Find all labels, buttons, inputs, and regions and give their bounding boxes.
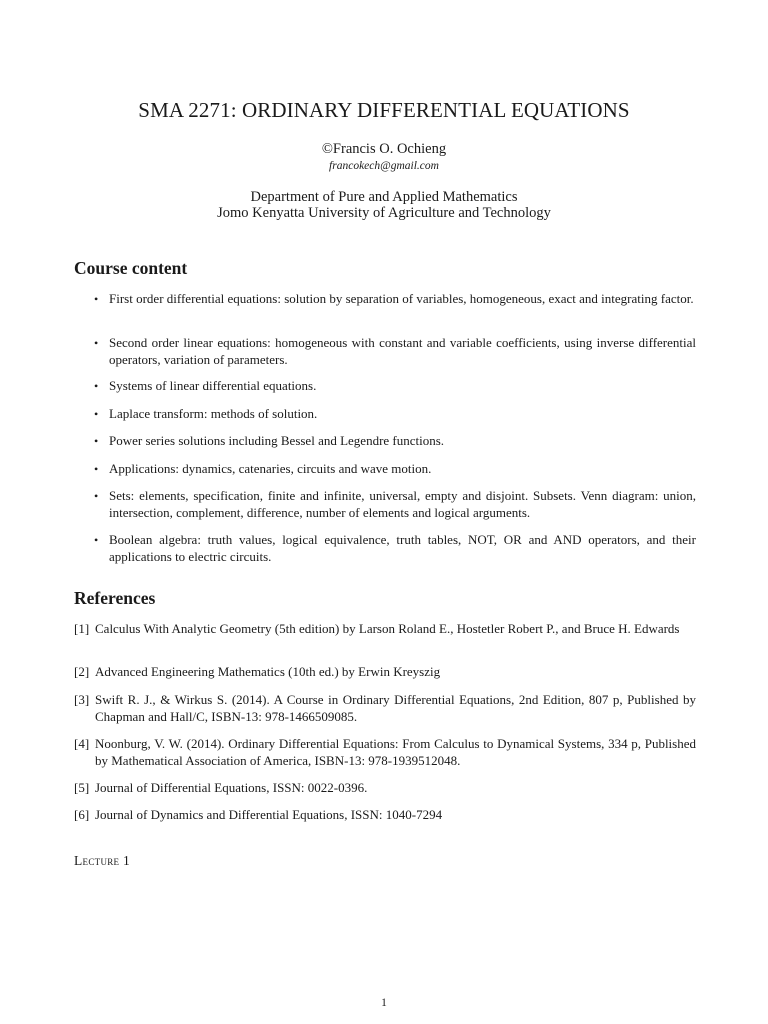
reference-number: [1] [74, 621, 90, 636]
reference-number: [6] [74, 807, 90, 822]
reference-text: Journal of Dynamics and Differential Equations, ISSN: 1040-7294 [95, 807, 443, 822]
reference-text: Noonburg, V. W. (2014). Ordinary Differential Equations: From Calculus to Dynamical Systems, 334 p, Published by Mathematical Association of America, ISBN-13: 978-1939512048. [95, 736, 696, 768]
department-name: Department of Pure and Applied Mathematics [250, 189, 518, 205]
course-item [94, 488, 696, 521]
course-item-text: Sets: elements, specification, finite and infinite, universal, empty and disjoint. Subsets. Venn diagram: union, intersection, complement, difference, number of elements and logical arguments. [109, 488, 696, 520]
course-item-text: Boolean algebra: truth values, logical equivalence, truth tables, NOT, OR and AND operators, and their applications to electric circuits. [109, 532, 696, 564]
bullet-icon: • [94, 407, 99, 421]
reference-text: Swift R. J., & Wirkus S. (2014). A Course in Ordinary Differential Equations, 2nd Edition, 807 p, Published by Chapman and Hall/C, ISBN-13: 978-1466509085. [95, 692, 696, 724]
bullet-icon: • [94, 336, 99, 350]
bullet-icon: • [94, 434, 99, 448]
page-number: 1 [381, 997, 387, 1009]
reference-item [74, 807, 696, 824]
course-item-text: Second order linear equations: homogeneous with constant and variable coefficients, using inverse differential operators, variation of parameters. [109, 335, 696, 367]
reference-number: [2] [74, 664, 90, 679]
course-content-heading: Course content [74, 258, 188, 278]
course-item [94, 532, 696, 565]
reference-number: [4] [74, 736, 90, 751]
reference-number: [3] [74, 692, 90, 707]
document-title: SMA 2271: ORDINARY DIFFERENTIAL EQUATIONS [138, 98, 630, 122]
course-item [94, 378, 696, 395]
reference-item [74, 621, 696, 638]
reference-item [74, 664, 696, 681]
course-item [94, 406, 696, 423]
reference-text: Journal of Differential Equations, ISSN: 0022-0396. [95, 780, 368, 795]
course-item-text: First order differential equations: solution by separation of variables, homogeneous, exact and integrating factor. [109, 291, 694, 306]
bullet-icon: • [94, 462, 99, 476]
lecture-label: Lecture 1 [74, 853, 131, 868]
course-item [94, 433, 696, 450]
reference-item [74, 692, 696, 725]
reference-item [74, 736, 696, 769]
bullet-icon: • [94, 489, 99, 503]
bullet-icon: • [94, 292, 99, 306]
course-item-text: Applications: dynamics, catenaries, circuits and wave motion. [109, 461, 432, 476]
author-name: ©Francis O. Ochieng [321, 141, 447, 157]
bullet-icon: • [94, 379, 99, 393]
reference-item [74, 780, 696, 797]
university-name: Jomo Kenyatta University of Agriculture and Technology [217, 205, 551, 221]
bullet-icon: • [94, 533, 99, 547]
author-email: francokech@gmail.com [329, 160, 439, 172]
reference-text: Advanced Engineering Mathematics (10th ed.) by Erwin Kreyszig [95, 664, 441, 679]
reference-number: [5] [74, 780, 90, 795]
course-item-text: Power series solutions including Bessel and Legendre functions. [109, 433, 445, 448]
course-item-text: Laplace transform: methods of solution. [109, 406, 318, 421]
reference-text: Calculus With Analytic Geometry (5th edition) by Larson Roland E., Hostetler Robert P., and Bruce H. Edwards [95, 621, 680, 636]
references-heading: References [74, 588, 156, 608]
course-item [94, 291, 696, 308]
course-item [94, 335, 696, 368]
course-item [94, 461, 696, 478]
course-item-text: Systems of linear differential equations. [109, 378, 317, 393]
